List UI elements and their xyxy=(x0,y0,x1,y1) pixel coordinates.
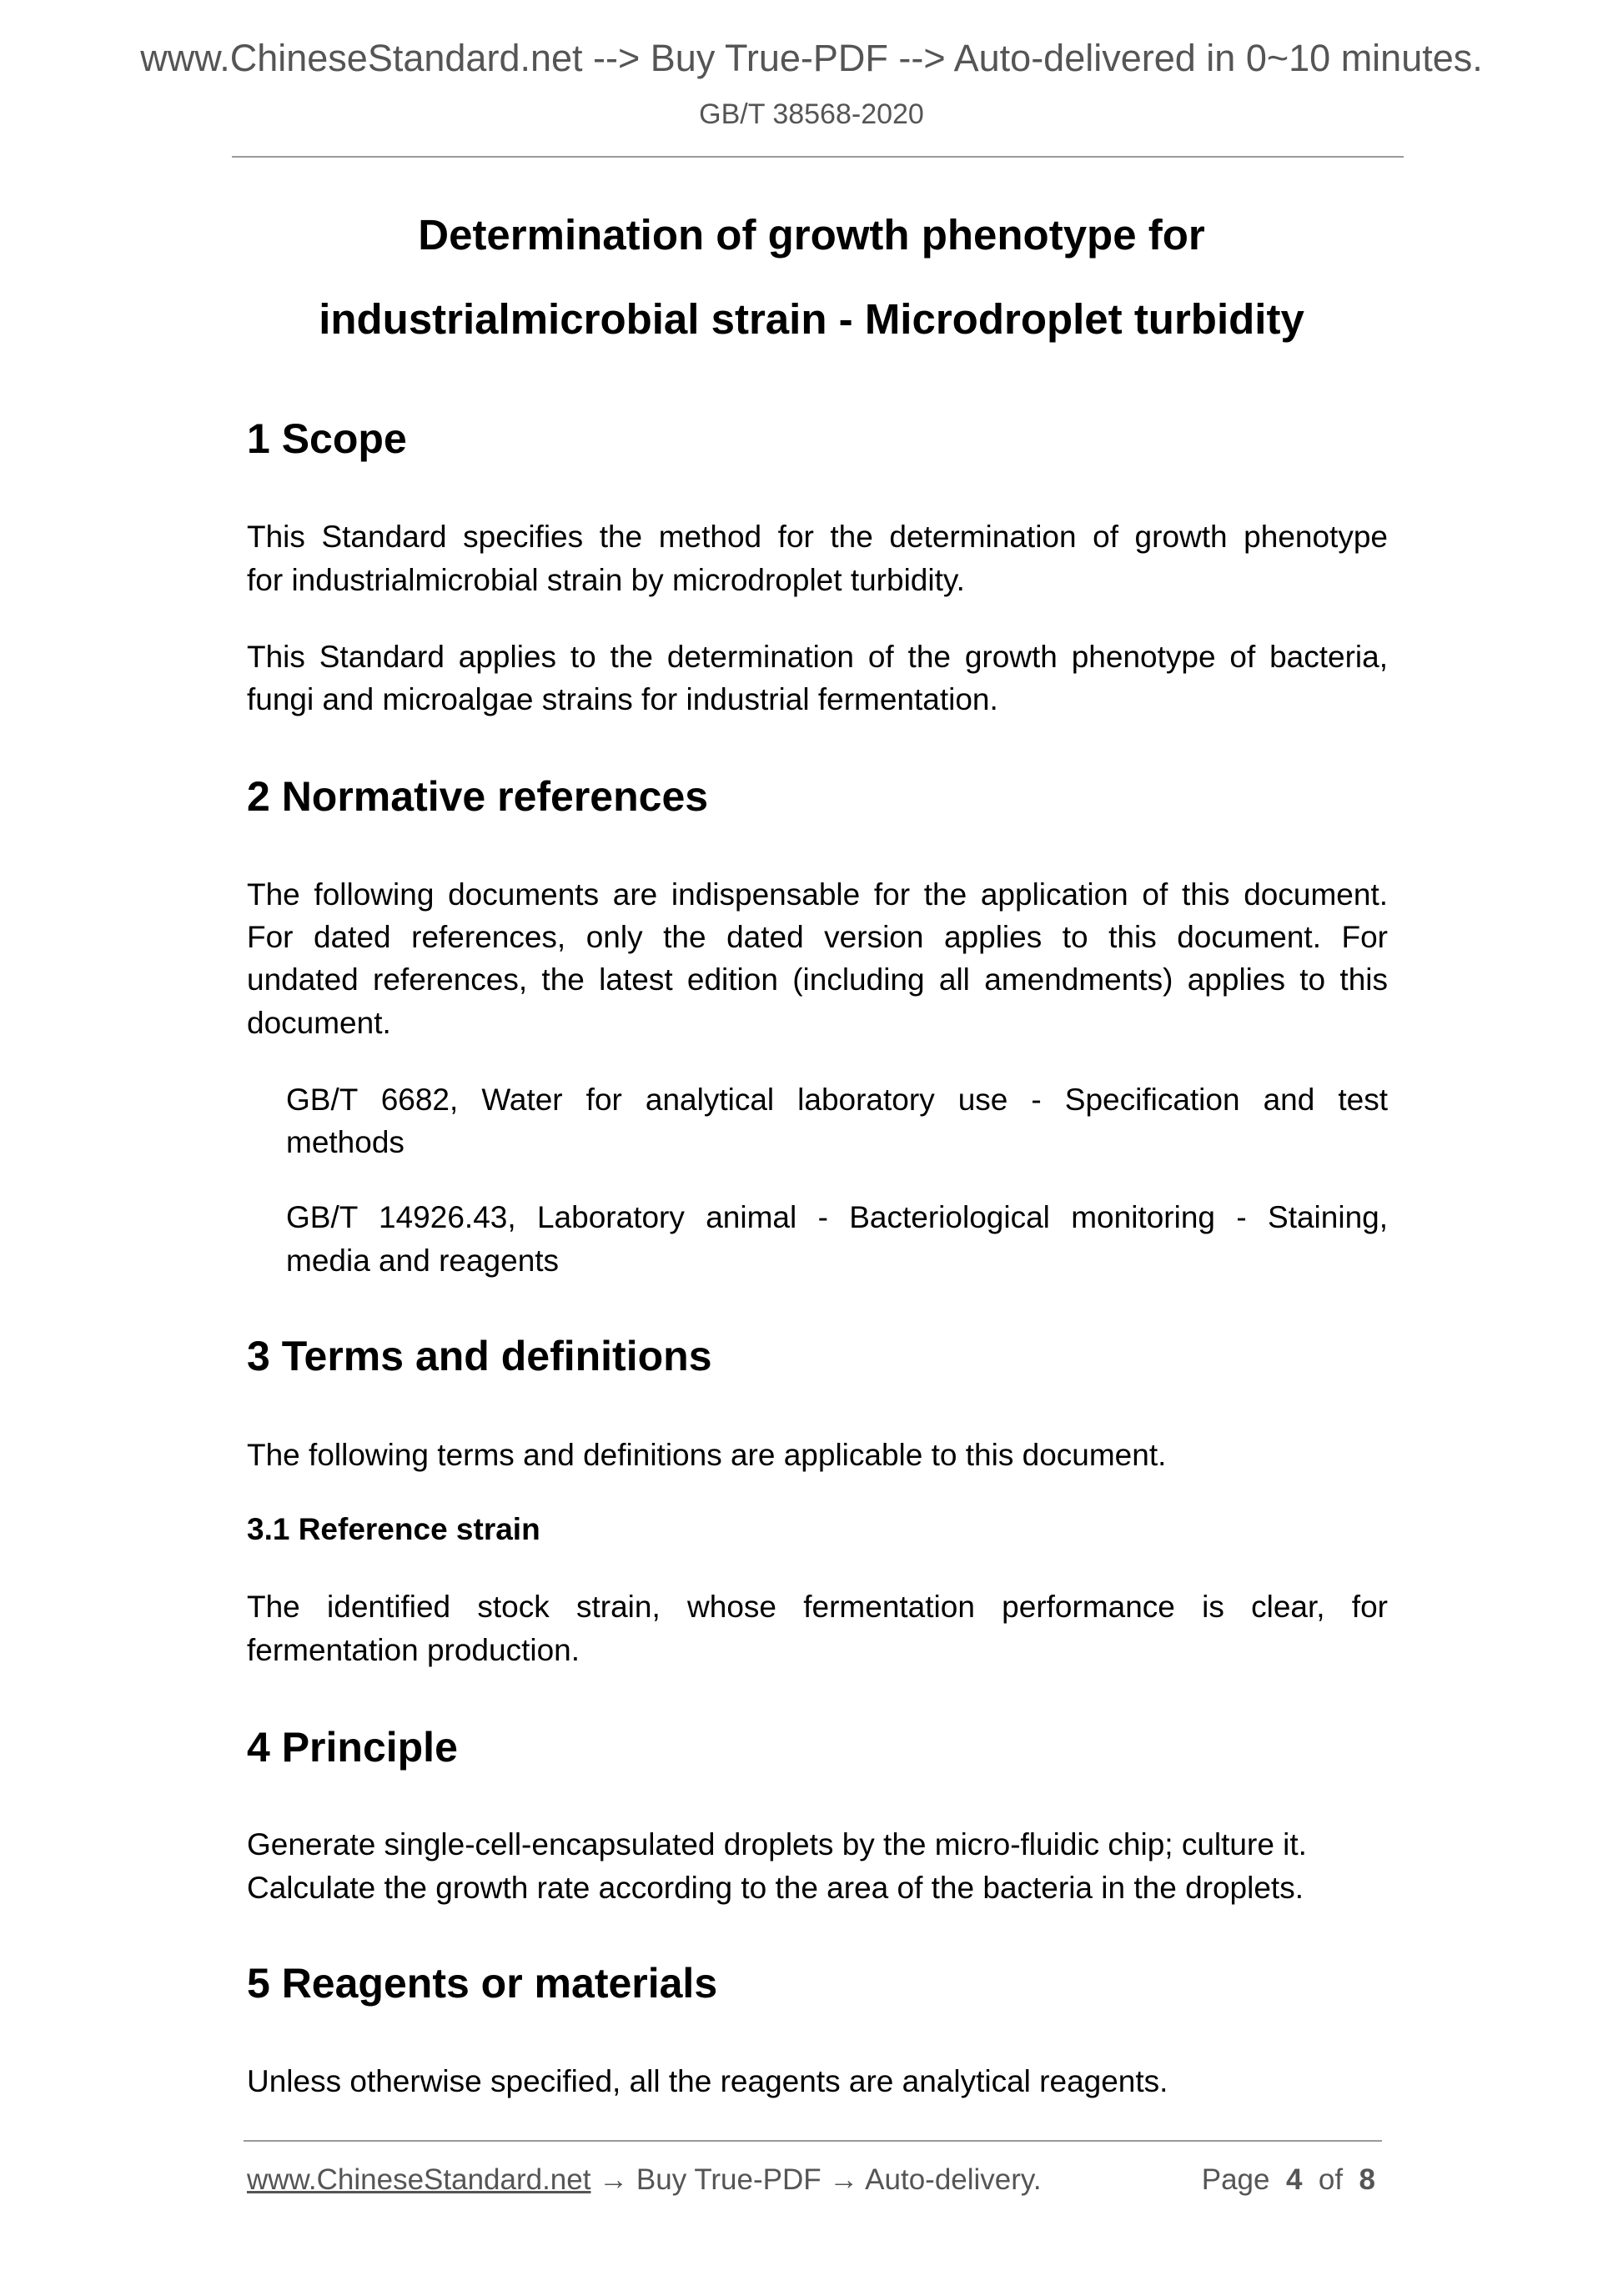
footer-text: → Buy True-PDF → Auto-delivery. xyxy=(590,2163,1042,2196)
text-line: This Standard applies to the determination of the growth phenotype of bacteria, xyxy=(247,640,1388,674)
doc-title-line1: Determination of growth phenotype for xyxy=(418,211,1205,259)
text-line: fungi and microalgae strains for industrial fermentation. xyxy=(247,682,998,716)
heading-terms-definitions: 3 Terms and definitions xyxy=(247,1333,712,1379)
page-of: of xyxy=(1318,2163,1344,2196)
text-line: undated references, the latest edition (including all amendments) applies to this xyxy=(247,962,1388,997)
heading-reagents: 5 Reagents or materials xyxy=(247,1960,718,2007)
text-line: The following terms and definitions are applicable to this document. xyxy=(247,1438,1167,1472)
page-label: Page xyxy=(1201,2163,1270,2196)
footer-left xyxy=(247,2163,1042,2197)
page-total: 8 xyxy=(1359,2163,1375,2196)
page-number: 4 xyxy=(1285,2163,1303,2196)
reference-item: methods xyxy=(286,1125,404,1159)
standard-code: GB/T 38568-2020 xyxy=(699,98,924,130)
text-line: Unless otherwise specified, all the reagents are analytical reagents. xyxy=(247,2064,1168,2098)
header-divider xyxy=(232,156,1404,158)
subheading-reference-strain: 3.1 Reference strain xyxy=(247,1512,540,1546)
text-line: For dated references, only the dated version applies to this document. For xyxy=(247,920,1388,954)
text-line: Generate single-cell-encapsulated droplets by the micro-fluidic chip; culture it. xyxy=(247,1827,1307,1861)
heading-principle: 4 Principle xyxy=(247,1724,458,1771)
doc-title-line2: industrialmicrobial strain - Microdroplet turbidity xyxy=(319,295,1304,343)
reference-item: media and reagents xyxy=(286,1243,560,1278)
text-line: document. xyxy=(247,1006,391,1040)
text-line: The identified stock strain, whose fermentation performance is clear, for xyxy=(247,1590,1388,1624)
text-line: Calculate the growth rate according to the area of the bacteria in the droplets. xyxy=(247,1871,1304,1905)
footer-link[interactable]: www.ChineseStandard.net xyxy=(247,2163,591,2196)
reference-item: GB/T 6682, Water for analytical laboratory use - Specification and test xyxy=(286,1083,1388,1117)
footer-divider xyxy=(244,2140,1382,2142)
header-banner: www.ChineseStandard.net --> Buy True-PDF --> Auto-delivered in 0~10 minutes. xyxy=(140,37,1483,79)
heading-scope: 1 Scope xyxy=(247,415,407,462)
reference-item: GB/T 14926.43, Laboratory animal - Bacteriological monitoring - Staining, xyxy=(286,1200,1388,1234)
heading-normative-references: 2 Normative references xyxy=(247,773,709,820)
text-line: This Standard specifies the method for the determination of growth phenotype xyxy=(247,520,1388,554)
text-line: for industrialmicrobial strain by microdroplet turbidity. xyxy=(247,563,965,597)
text-line: fermentation production. xyxy=(247,1633,580,1667)
page-indicator xyxy=(1202,2163,1375,2197)
text-line: The following documents are indispensable for the application of this document. xyxy=(247,877,1388,912)
